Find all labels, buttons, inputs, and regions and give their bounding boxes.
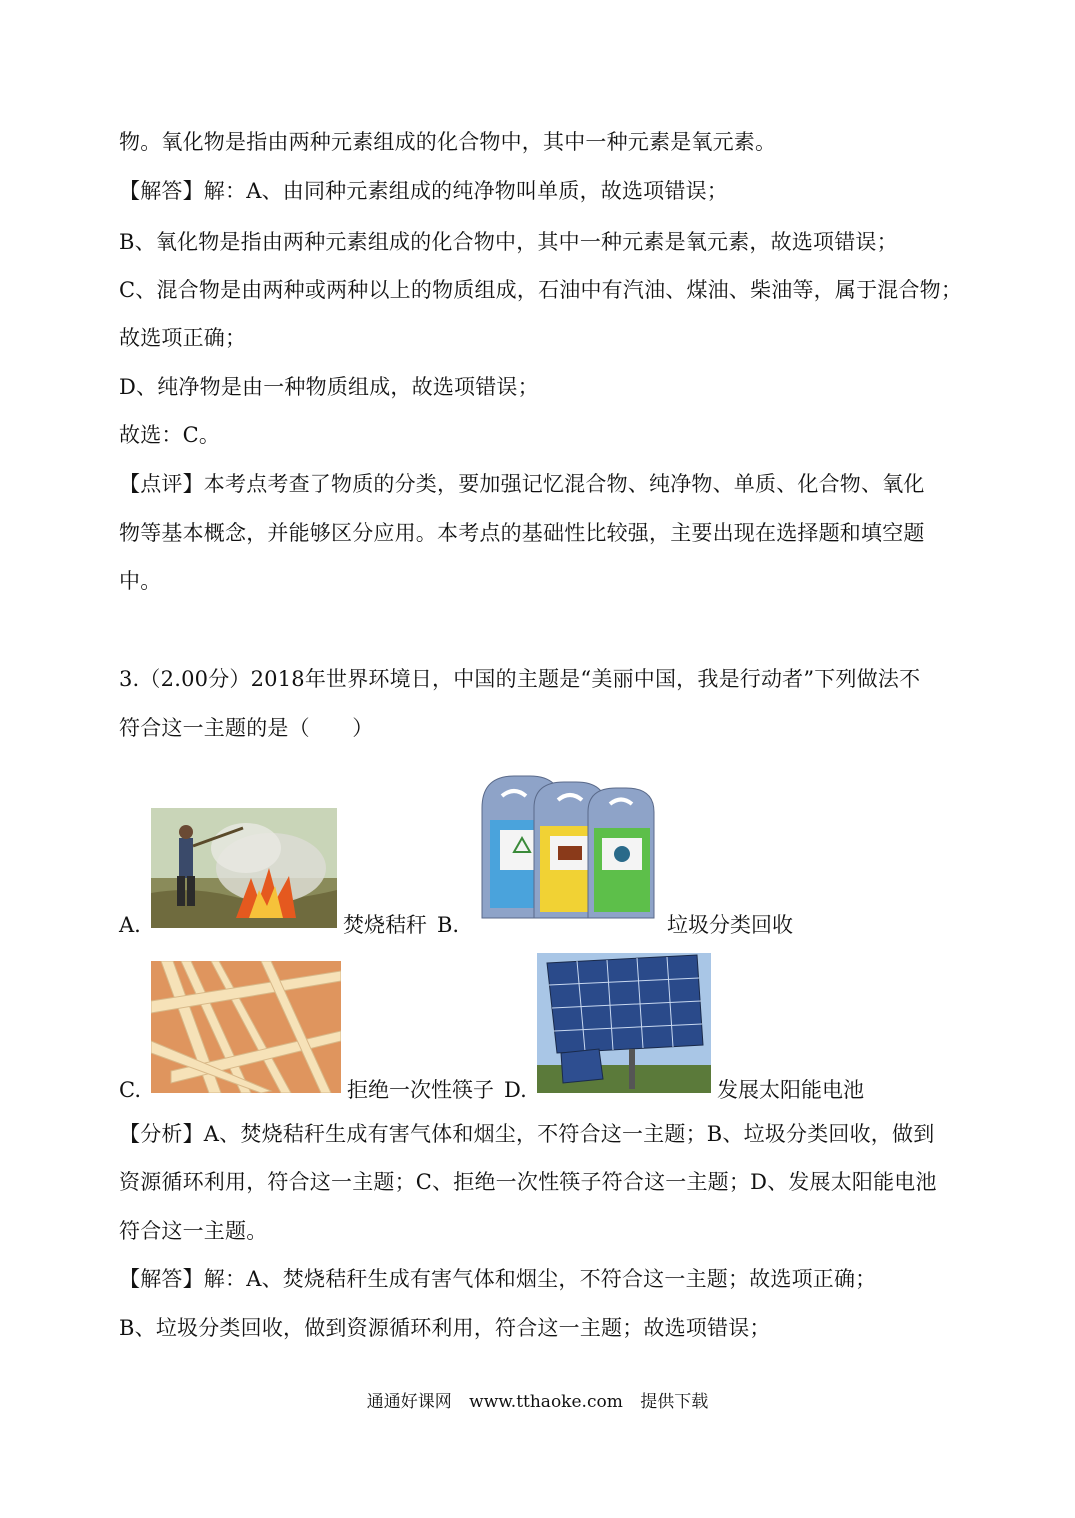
burning-straw-image — [151, 808, 337, 928]
text-line: 故选：C。 — [119, 423, 221, 447]
solution-text: 【解答】解：A、焚烧秸秆生成有害气体和烟尘，不符合这一主题；故选项正确； — [119, 1267, 877, 1291]
chopsticks-image — [151, 961, 341, 1093]
option-a-letter: A. — [119, 913, 141, 937]
text-line: B、氧化物是指由两种元素组成的化合物中，其中一种元素是氧元素，故选项错误； — [119, 230, 898, 254]
footer-url[interactable]: www.tthaoke.com — [469, 1392, 623, 1412]
option-c-letter: C. — [119, 1078, 141, 1102]
footer-site-name: 通通好课网 — [366, 1392, 452, 1412]
text-line: 物等基本概念，并能够区分应用。本考点的基础性比较强，主要出现在选择题和填空题 — [119, 521, 925, 545]
option-d-label: 发展太阳能电池 — [717, 1078, 864, 1102]
question-stem: 3.（2.00分）2018年世界环境日，中国的主题是“美丽中国，我是行动者”下列做法不 — [119, 667, 921, 691]
text-line: 物。氧化物是指由两种元素组成的化合物中，其中一种元素是氧元素。 — [119, 130, 777, 154]
page-footer — [0, 1390, 1075, 1414]
text-line: 【点评】本考点考查了物质的分类，要加强记忆混合物、纯净物、单质、化合物、氧化 — [119, 472, 925, 496]
text-line: 【解答】解：A、由同种元素组成的纯净物叫单质，故选项错误； — [119, 179, 728, 203]
option-d-letter: D. — [504, 1078, 527, 1102]
recycling-bins-image — [470, 768, 660, 926]
question-stem: 符合这一主题的是（ ） — [119, 716, 374, 740]
solar-panels-image — [537, 953, 711, 1093]
solution-text: B、垃圾分类回收，做到资源循环利用，符合这一主题；故选项错误； — [119, 1316, 771, 1340]
footer-note: 提供下载 — [640, 1392, 709, 1412]
text-line: 中。 — [119, 569, 162, 593]
options-row-cd — [119, 950, 969, 1130]
analysis-text: 符合这一主题。 — [119, 1219, 268, 1243]
option-b-label: 垃圾分类回收 — [667, 913, 793, 937]
option-a-label: 焚烧秸秆 — [343, 913, 427, 937]
option-b-letter: B. — [437, 913, 460, 937]
text-line: C、混合物是由两种或两种以上的物质组成，石油中有汽油、煤油、柴油等，属于混合物； — [119, 278, 963, 302]
analysis-text: 资源循环利用，符合这一主题；C、拒绝一次性筷子符合这一主题；D、发展太阳能电池 — [119, 1170, 937, 1194]
text-line: D、纯净物是由一种物质组成，故选项错误； — [119, 375, 539, 399]
option-c-label: 拒绝一次性筷子 — [347, 1078, 494, 1102]
options-row-ab — [119, 765, 969, 945]
analysis-text: 【分析】A、焚烧秸秆生成有害气体和烟尘，不符合这一主题；B、垃圾分类回收，做到 — [119, 1122, 935, 1146]
text-line: 故选项正确； — [119, 326, 247, 350]
